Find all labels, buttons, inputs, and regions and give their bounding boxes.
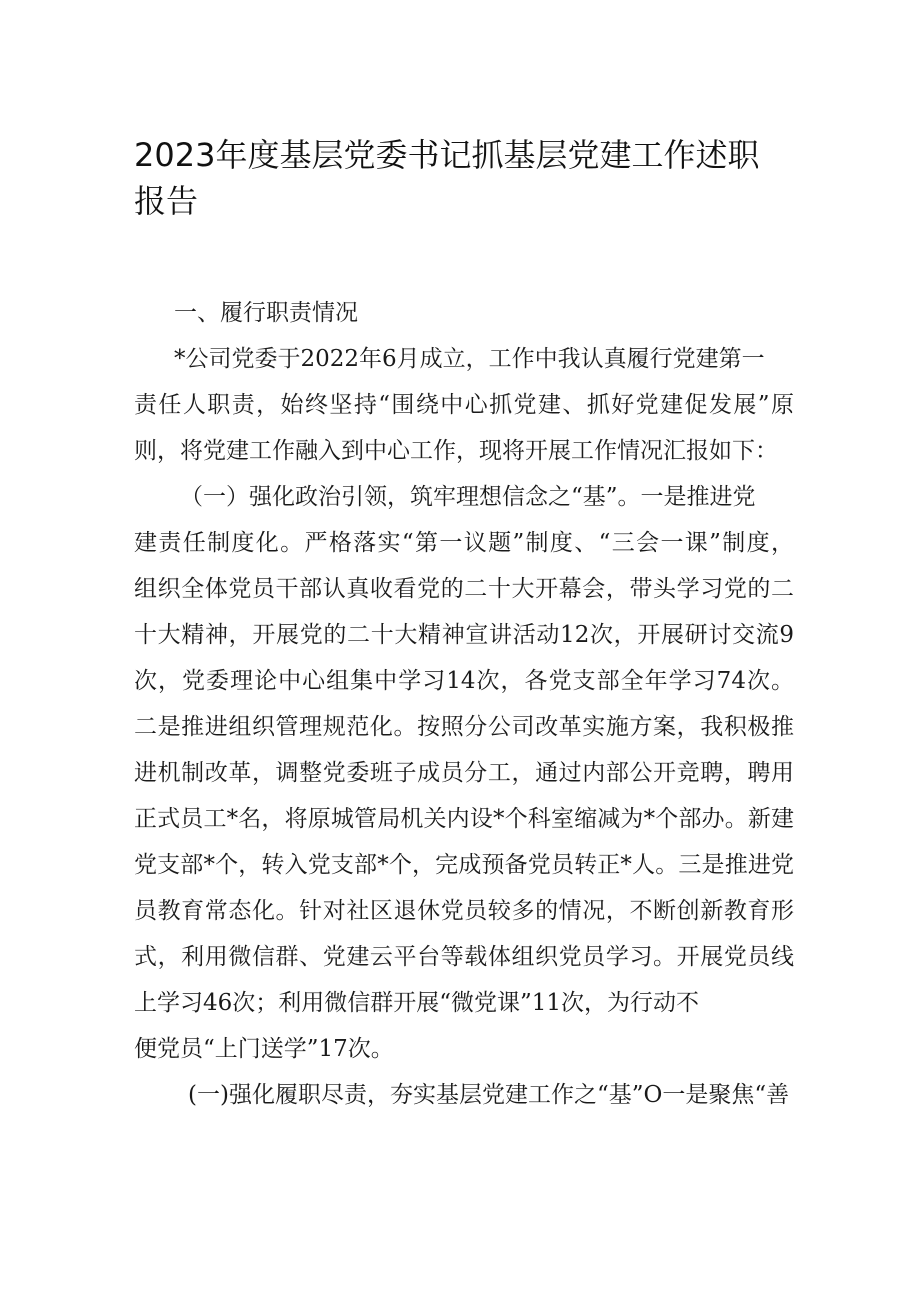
paragraph-line: 式，利用微信群、党建云平台等载体组织党员学习。开展党员线 [134,944,794,970]
paragraph-line: 进机制改革，调整党委班子成员分工，通过内部公开竞聘，聘用 [134,760,794,786]
section-heading: 一、履行职责情况 [174,300,358,326]
paragraph-line: 则，将党建工作融入到中心工作，现将开展工作情况汇报如下： [134,438,778,464]
paragraph-line: 次，党委理论中心组集中学习14次，各党支部全年学习74次。 [134,668,794,694]
paragraph-line: (一)强化履职尽责，夯实基层党建工作之“基”O一是聚焦“善 [188,1082,790,1108]
paragraph-line: （一）强化政治引领，筑牢理想信念之“基”。一是推进党 [180,484,756,510]
paragraph-line: 二是推进组织管理规范化。按照分公司改革实施方案，我积极推 [134,714,794,740]
document-body [134,290,794,1118]
paragraph-line: *公司党委于2022年6月成立，工作中我认真履行党建第一 [174,346,765,372]
paragraph-line: 建责任制度化。严格落实“第一议题”制度、“三会一课”制度， [134,530,794,556]
title-line-2: 报告 [134,182,199,220]
paragraph-line: 员教育常态化。针对社区退休党员较多的情况，不断创新教育形 [134,898,794,924]
paragraph-line: 便党员“上门送学”17次。 [134,1036,394,1062]
paragraph-line: 组织全体党员干部认真收看党的二十大开幕会，带头学习党的二 [134,576,794,602]
paragraph-line: 十大精神，开展党的二十大精神宣讲活动12次，开展研讨交流9 [134,622,794,648]
title-line-1: 2023年度基层党委书记抓基层党建工作述职 [134,136,760,174]
paragraph-line: 党支部*个，转入党支部*个，完成预备党员转正*人。三是推进党 [134,852,794,878]
paragraph-line: 责任人职责，始终坚持“围绕中心抓党建、抓好党建促发展”原 [134,392,794,418]
paragraph-line: 上学习46次；利用微信群开展“微党课”11次，为行动不 [134,990,700,1016]
document-title [134,132,794,224]
paragraph-line: 正式员工*名，将原城管局机关内设*个科室缩减为*个部办。新建 [134,806,794,832]
